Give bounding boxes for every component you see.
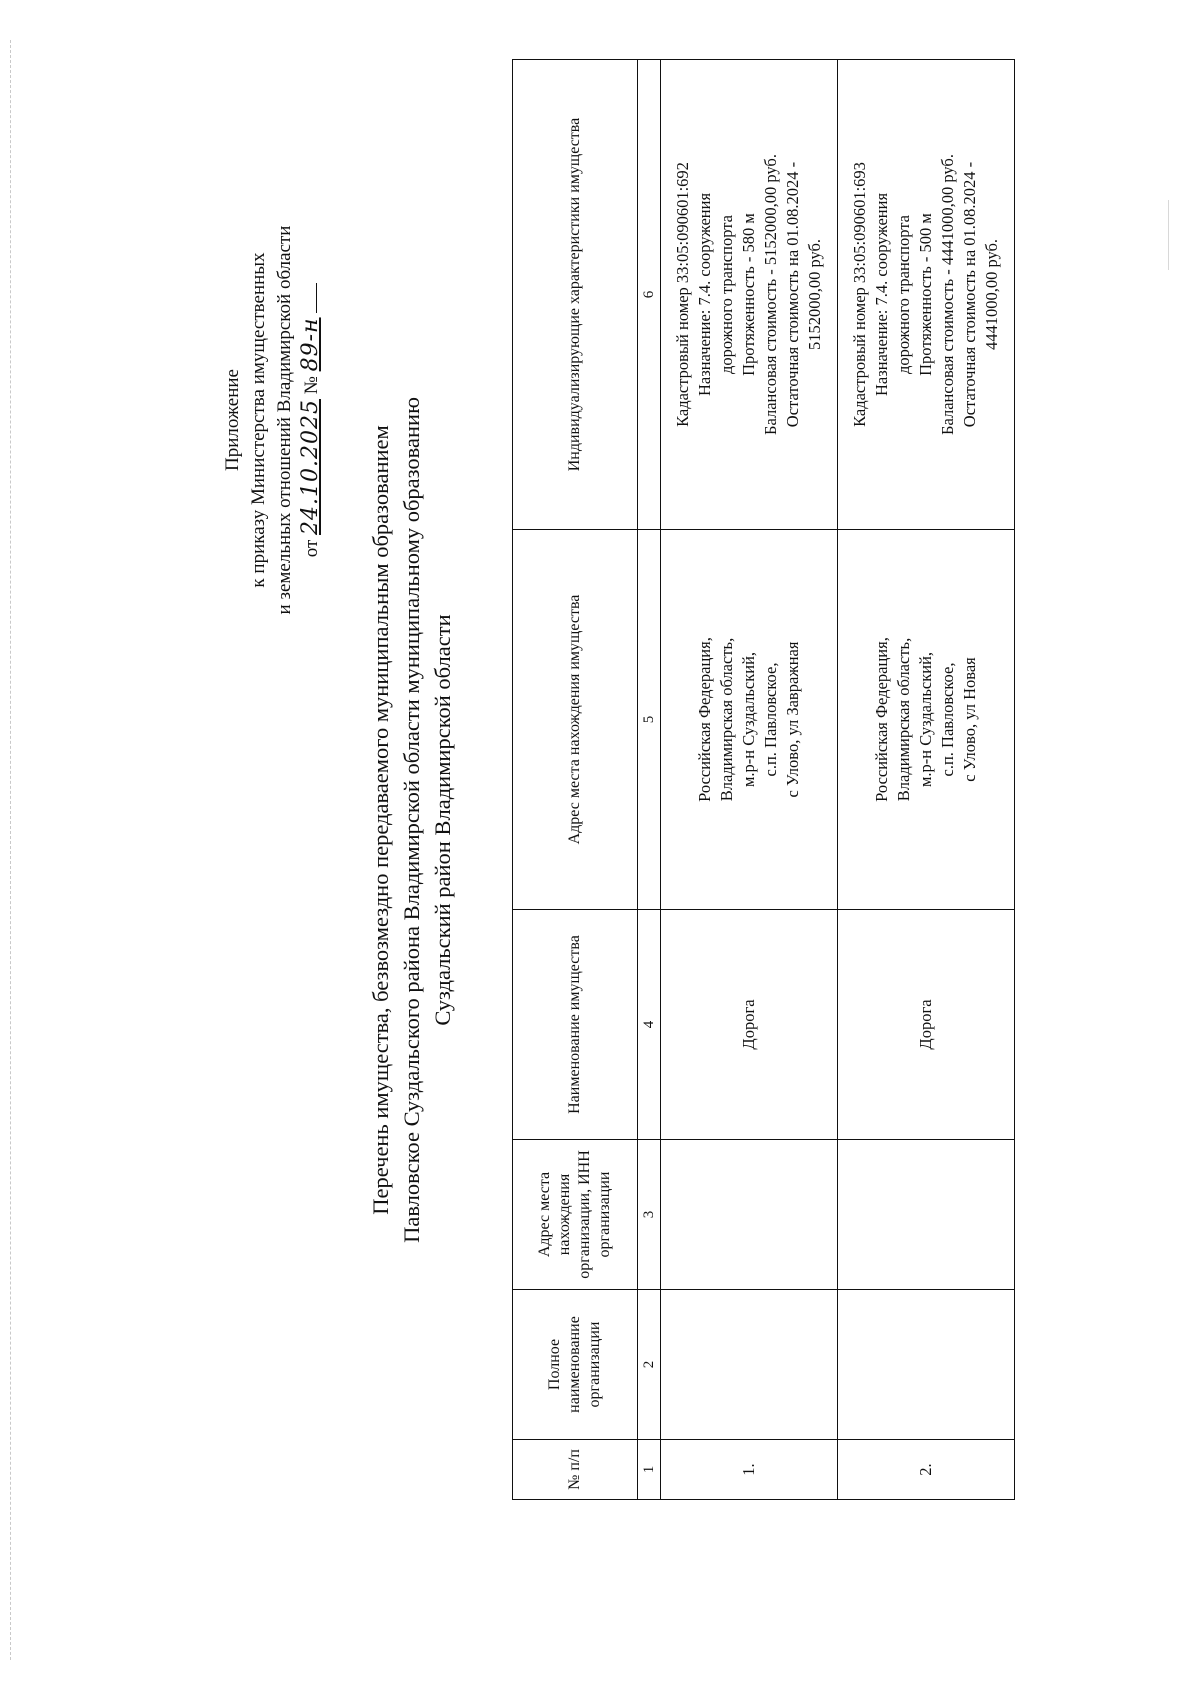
address-line: с Улово, ул Новая	[960, 657, 979, 782]
row-property-address	[661, 530, 838, 910]
title-line-2: Павловское Суздальского района Владимирской области муниципальному образованию	[399, 397, 424, 1243]
characteristic-line: дорожного транспорта	[717, 215, 736, 374]
characteristic-line: Остаточная стоимость на 01.08.2024 -	[960, 161, 979, 428]
document-title	[365, 30, 458, 1610]
characteristic-line: Остаточная стоимость на 01.08.2024 -	[783, 161, 802, 428]
property-table-wrapper	[512, 60, 1015, 1500]
address-line: Российская Федерация,	[695, 637, 714, 802]
row-characteristics	[838, 60, 1015, 530]
row-org-address	[661, 1140, 838, 1290]
appendix-date-number	[298, 140, 325, 700]
row-org-address	[838, 1140, 1015, 1290]
characteristic-line: дорожного транспорта	[894, 215, 913, 374]
header-org-name: Полное наименование организации	[513, 1290, 638, 1440]
characteristic-line: Протяженность - 500 м	[916, 213, 935, 376]
title-line-3: Суздальский район Владимирской области	[430, 614, 455, 1026]
characteristic-line: 4441000,00 руб.	[982, 238, 1001, 351]
header-characteristics: Индивидуализирующие характеристики имущества	[513, 60, 638, 530]
address-line: м.р-н Суздальский,	[916, 651, 935, 788]
characteristic-line: Протяженность - 580 м	[739, 213, 758, 376]
column-number-row	[638, 60, 661, 1500]
column-number: 3	[638, 1140, 661, 1290]
column-number: 2	[638, 1290, 661, 1440]
header-num: № п/п	[513, 1440, 638, 1500]
row-org-name	[838, 1290, 1015, 1440]
characteristic-line: Балансовая стоимость - 5152000,00 руб.	[761, 154, 780, 435]
row-org-name	[661, 1290, 838, 1440]
title-line-1: Перечень имущества, безвозмездно передаваемого муниципальным образованием	[368, 425, 393, 1215]
property-table	[512, 59, 1015, 1500]
column-number: 1	[638, 1440, 661, 1500]
header-org-address: Адрес места нахождения организации, ИНН организации	[513, 1140, 638, 1290]
address-line: с.п. Павловское,	[938, 662, 957, 777]
row-number: 2.	[838, 1440, 1015, 1500]
characteristic-line: Назначение: 7.4. сооружения	[872, 192, 891, 397]
header-property-name: Наименование имущества	[513, 910, 638, 1140]
address-line: с Улово, ул Завражная	[783, 641, 802, 798]
column-number: 4	[638, 910, 661, 1140]
table-row	[838, 60, 1015, 1500]
table-header-row	[513, 60, 638, 1500]
scan-edge-right	[1168, 200, 1170, 270]
column-number: 6	[638, 60, 661, 530]
address-line: м.р-н Суздальский,	[739, 651, 758, 788]
document-page	[50, 30, 1110, 1610]
characteristic-line: Назначение: 7.4. сооружения	[695, 192, 714, 397]
address-line: Владимирская область,	[717, 637, 736, 802]
underline	[316, 283, 317, 313]
number-prefix: №	[301, 376, 322, 395]
characteristic-line: 5152000,00 руб.	[805, 238, 824, 351]
appendix-ministry-line: и земельных отношений Владимирской области	[274, 225, 295, 615]
address-line: Российская Федерация,	[872, 637, 891, 802]
characteristic-line: Кадастровый номер 33:05:090601:692	[673, 162, 692, 427]
characteristic-line: Кадастровый номер 33:05:090601:693	[850, 162, 869, 427]
appendix-order-line: к приказу Министерства имущественных	[248, 252, 269, 588]
row-property-name: Дорога	[838, 910, 1015, 1140]
scan-edge-left	[10, 40, 12, 1660]
table-row	[661, 60, 838, 1500]
date-prefix: от	[301, 539, 322, 558]
column-number: 5	[638, 530, 661, 910]
address-line: с.п. Павловское,	[761, 662, 780, 777]
appendix-label: Приложение	[222, 369, 243, 471]
address-line: Владимирская область,	[894, 637, 913, 802]
appendix-header	[220, 140, 325, 700]
row-property-name: Дорога	[661, 910, 838, 1140]
characteristic-line: Балансовая стоимость - 4441000,00 руб.	[938, 154, 957, 435]
header-property-address: Адрес места нахождения имущества	[513, 530, 638, 910]
row-characteristics	[661, 60, 838, 530]
row-property-address	[838, 530, 1015, 910]
row-number: 1.	[661, 1440, 838, 1500]
order-date: 24.10.2025	[298, 399, 323, 535]
order-number: 89-н	[298, 317, 323, 372]
